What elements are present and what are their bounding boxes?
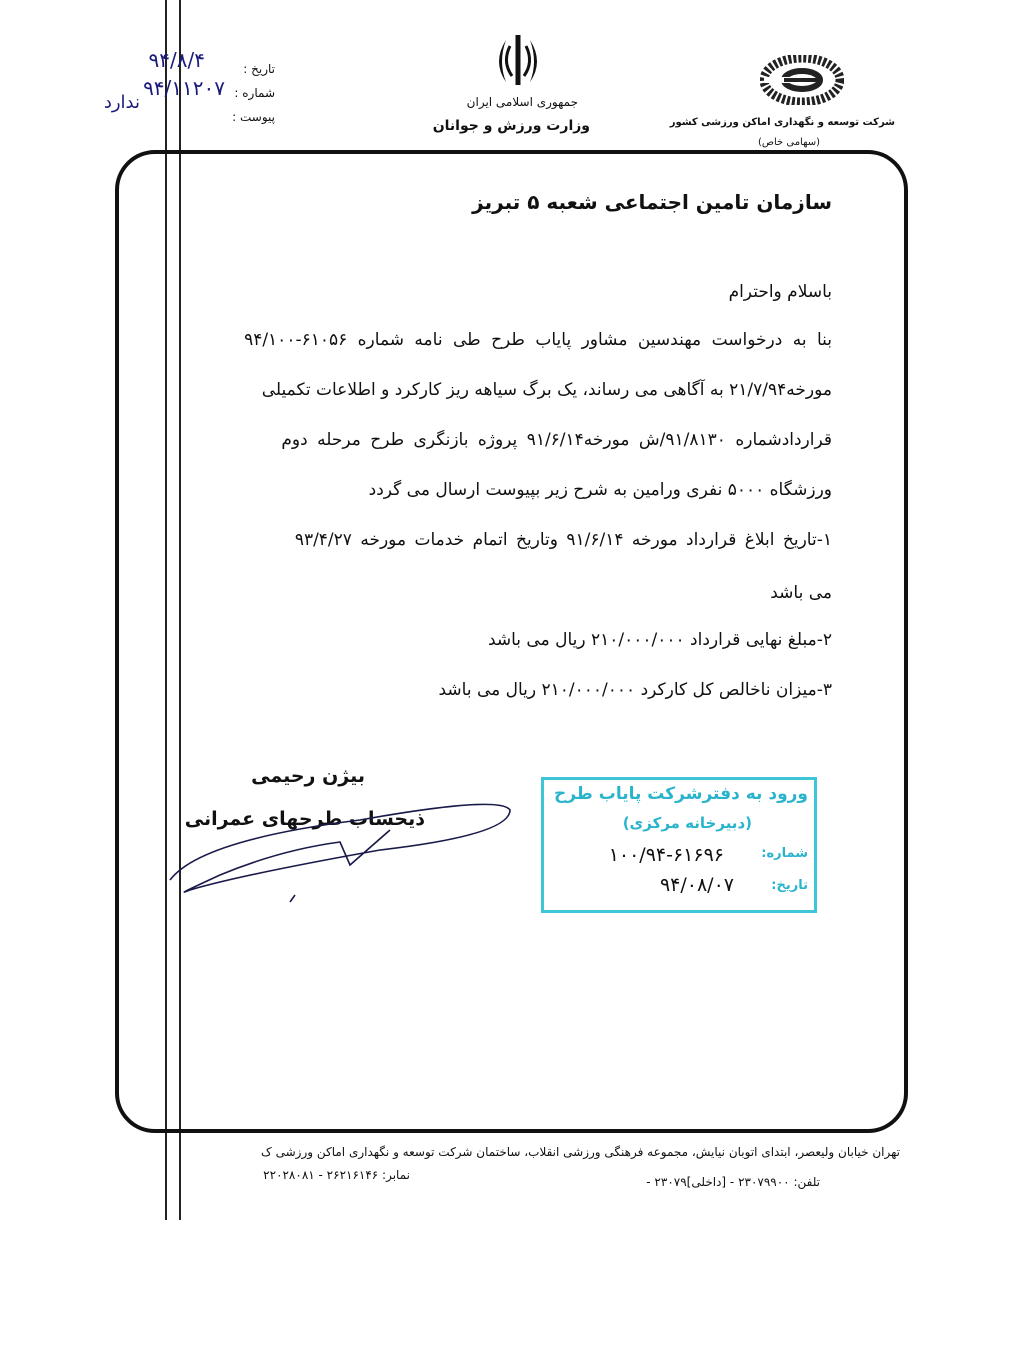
- country-name: جمهوری اسلامی ایران: [466, 95, 578, 109]
- attachment-value: ندارد: [103, 92, 140, 113]
- date-label: تاریخ :: [243, 62, 275, 76]
- salutation: باسلام واحترام: [728, 282, 832, 302]
- stamp-number-value: ۱۰۰/۹۴-۶۱۶۹۶: [608, 844, 724, 866]
- date-value: ۹۴/۸/۴: [148, 48, 205, 72]
- signer-title: ذیحساب طرحهای عمرانی: [184, 808, 425, 830]
- received-stamp: [541, 777, 817, 913]
- body-line: مورخه۲۱/۷/۹۴ به آگاهی می رساند، یک برگ سیاهه ریز کارکرد و اطلاعات تکمیلی: [261, 380, 832, 400]
- stamp-date-label: تاریخ:: [771, 878, 808, 893]
- stamp-line2: (دبیرخانه مرکزی): [622, 814, 752, 832]
- footer-phone: تلفن: ۲۳۰۷۹۹۰۰ - [داخلی]۲۳۰۷۹ -: [646, 1175, 820, 1189]
- body-line: ۲-مبلغ نهایی قرارداد ۲۱۰/۰۰۰/۰۰۰ ریال می باشد: [487, 630, 832, 650]
- footer-address: تهران خیابان ولیعصر، ابتدای اتوبان نیایش، مجموعه فرهنگی ورزشی انقلاب، ساختمان شرکت توسعه و نگهداری اماکن ورزشی ک: [261, 1145, 900, 1159]
- signer-name: بیژن رحیمی: [251, 765, 365, 787]
- stamp-number-label: شماره:: [761, 846, 808, 861]
- recipient: سازمان تامین اجتماعی شعبه ۵ تبریز: [472, 190, 832, 214]
- footer-fax: نمابر: ۲۶۲۱۶۱۴۶ - ۲۲۰۲۸۰۸۱: [263, 1168, 410, 1182]
- body-line: ورزشگاه ۵۰۰۰ نفری ورامین به شرح زیر بپیوست ارسال می گردد: [368, 480, 832, 500]
- body-line: می باشد: [770, 583, 832, 603]
- company-type: (سهامی خاص): [757, 137, 820, 148]
- iran-emblem: [488, 30, 548, 90]
- body-line: ۳-میزان ناخالص کل کارکرد ۲۱۰/۰۰۰/۰۰۰ ریال می باشد: [438, 680, 832, 700]
- company-logo: [760, 55, 844, 105]
- body-line: قراردادشماره ۹۱/۸۱۳۰/ش مورخه۹۱/۶/۱۴ پروژه بازنگری طرح مرحله دوم: [281, 430, 832, 450]
- number-value: ۹۴/۱۱۲۰۷: [143, 76, 225, 100]
- body-line: ۱-تاریخ ابلاغ قرارداد مورخه ۹۱/۶/۱۴ وتاریخ اتمام خدمات مورخه ۹۳/۴/۲۷: [294, 530, 832, 550]
- company-name: شرکت توسعه و نگهداری اماکن ورزشی کشور: [669, 117, 895, 128]
- number-label: شماره :: [234, 86, 275, 100]
- body-line: بنا به درخواست مهندسین مشاور پایاب طرح طی نامه شماره ۶۱۰۵۶-۹۴/۱۰۰: [244, 330, 832, 350]
- signature: [160, 780, 530, 910]
- ministry-name: وزارت ورزش و جوانان: [432, 118, 590, 134]
- stamp-date-value: ۹۴/۰۸/۰۷: [659, 874, 734, 896]
- attachment-label: پیوست :: [232, 110, 275, 124]
- stamp-line1: ورود به دفترشرکت پایاب طرح: [553, 784, 808, 804]
